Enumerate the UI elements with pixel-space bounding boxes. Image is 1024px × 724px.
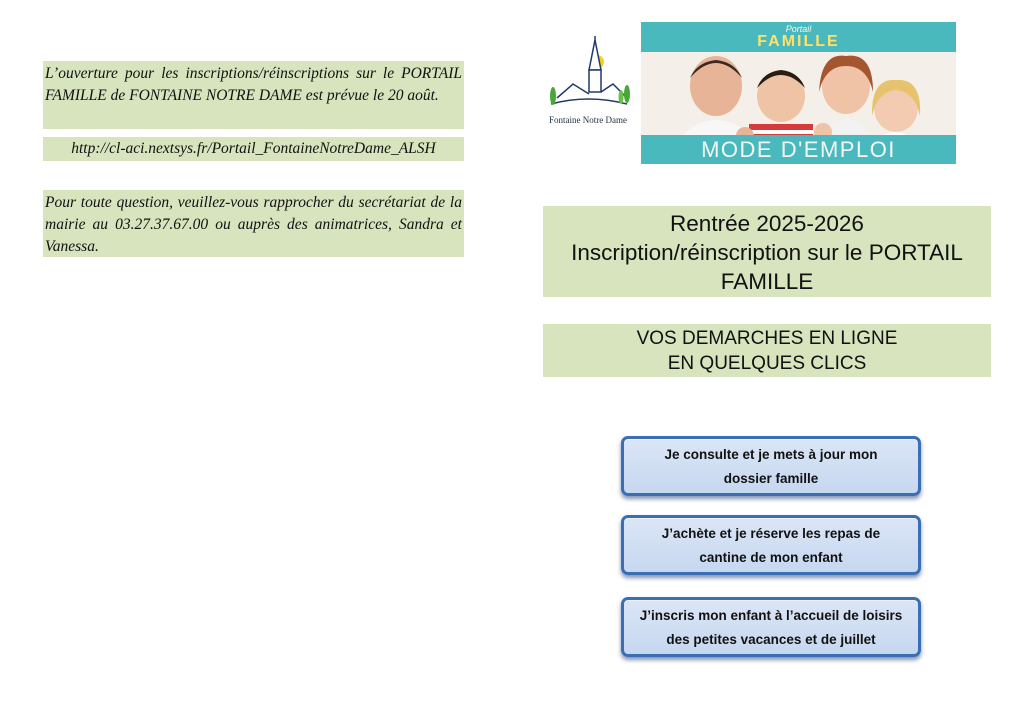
steps-title-line-1: VOS DEMARCHES EN LIGNE — [636, 328, 898, 349]
contact-info-text: Pour toute question, veuillez-vous rapprocher du secrétariat de la mairie au 03.27.37.67.00 ou auprès des animatrices, Sandra et Vanessa. — [43, 190, 464, 257]
canteen-booking-button[interactable] — [621, 515, 921, 575]
banner-portail-text: Portail — [785, 24, 812, 34]
portal-url-link[interactable]: http://cl-aci.nextsys.fr/Portail_FontaineNotreDame_ALSH — [43, 137, 464, 161]
headline-line-1: Rentrée 2025-2026 — [670, 211, 864, 236]
banner-famille-text: FAMILLE — [757, 33, 840, 50]
rentree-headline — [543, 206, 991, 297]
church-logo-icon — [543, 36, 633, 116]
family-file-button-line-1: Je consulte et je mets à jour mon — [664, 447, 878, 462]
steps-title — [543, 324, 991, 377]
family-file-button-line-2: dossier famille — [723, 471, 819, 486]
canteen-booking-button-line-2: cantine de mon enfant — [699, 550, 843, 565]
headline-line-2: Inscription/réinscription sur le PORTAIL — [571, 240, 963, 265]
opening-info-text: L’ouverture pour les inscriptions/réinscriptions sur le PORTAIL FAMILLE de FONTAINE NOTRE DAME est prévue le 20 août. — [43, 61, 464, 129]
headline-line-3: FAMILLE — [720, 269, 814, 294]
steps-title-line-2: EN QUELQUES CLICS — [667, 353, 867, 374]
leisure-registration-button-line-1: J’inscris mon enfant à l’accueil de loisirs — [639, 608, 903, 623]
banner-header — [641, 22, 956, 52]
portail-famille-banner — [641, 22, 956, 164]
family-file-button[interactable] — [621, 436, 921, 496]
logo-caption: Fontaine Notre Dame — [549, 115, 627, 125]
canteen-booking-button-line-1: J’achète et je réserve les repas de — [661, 526, 881, 541]
leisure-registration-button[interactable] — [621, 597, 921, 657]
mode-emploi-title: MODE D'EMPLOI — [641, 135, 956, 164]
leisure-registration-button-line-2: des petites vacances et de juillet — [666, 632, 876, 647]
